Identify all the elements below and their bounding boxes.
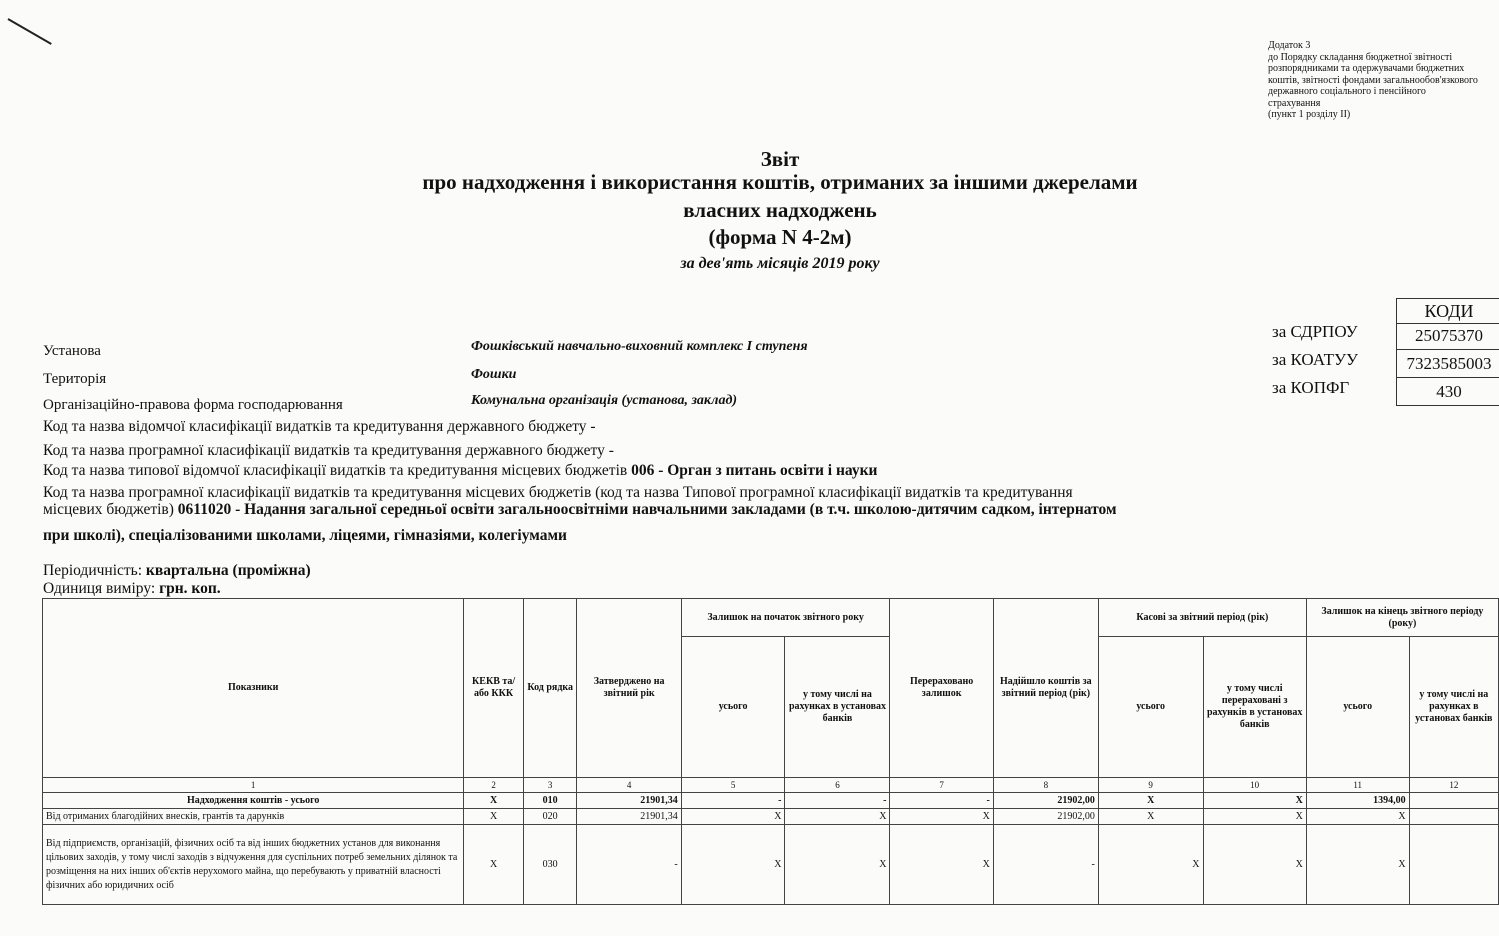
row-kekv: X [464, 793, 524, 809]
prog-class-state: Код та назва програмної класифікації видатків та кредитування державного бюджету - [43, 442, 614, 459]
report-period: за дев'ять місяців 2019 року [680, 255, 880, 272]
appendix-line: розпорядниками та одержувачами бюджетних [1268, 63, 1465, 74]
prog-class-local-line2 [43, 501, 1117, 519]
dept-class-local-label: Код та назва типової відомчої класифікації видатків та кредитування місцевих бюджетів [43, 462, 632, 479]
appendix-line: страхування [1268, 97, 1321, 109]
col-number: 8 [993, 778, 1098, 793]
form-number: (форма N 4-2м) [708, 225, 852, 249]
col-number: 1 [43, 778, 464, 793]
col-number: 11 [1306, 778, 1409, 793]
row-c10: X [1203, 793, 1306, 809]
dept-class-local-value: 006 - Орган з питань освіти і науки [631, 462, 878, 479]
header-incl-bank-end: у тому числі на рахунках в установах банків [1409, 637, 1498, 778]
report-subtitle-2: власних надходжень [683, 198, 877, 222]
col-number: 7 [890, 778, 993, 793]
row-c11: X [1306, 825, 1409, 905]
code-value: 7323585003 [1396, 350, 1499, 378]
col-number: 5 [681, 778, 785, 793]
row-c5: X [681, 809, 785, 825]
header-kekv: КЕКВ та/або ККК [464, 599, 524, 778]
institution-label: Установа [43, 343, 101, 359]
periodicity-value: квартальна (проміжна) [145, 562, 311, 579]
appendix-note [1268, 40, 1499, 121]
row-c12 [1409, 793, 1498, 809]
code-value: 430 [1396, 378, 1499, 406]
row-code: 030 [523, 825, 577, 905]
column-numbers-row [43, 778, 1499, 793]
appendix-line: Додаток 3 [1268, 40, 1311, 51]
row-c10: X [1203, 809, 1306, 825]
col-number: 6 [785, 778, 890, 793]
row-code: 020 [523, 809, 577, 825]
report-subtitle: про надходження і використання коштів, отриманих за іншими джерелами [422, 170, 1138, 194]
header-incl-bank: у тому числі на рахунках в установах банків [785, 637, 890, 778]
row-kekv: X [464, 825, 524, 905]
appendix-line: (пункт 1 розділу II) [1268, 109, 1351, 120]
row-code: 010 [523, 793, 577, 809]
col-number: 9 [1098, 778, 1203, 793]
col-number: 3 [523, 778, 577, 793]
row-c11: X [1306, 809, 1409, 825]
unit-value: грн. коп. [159, 580, 221, 597]
header-row-code: Код рядка [523, 599, 577, 778]
periodicity-label: Періодичність: [43, 562, 146, 579]
row-c11: 1394,00 [1306, 793, 1409, 809]
dept-class-state: Код та назва відомчої класифікації видатків та кредитування державного бюджету - [43, 418, 596, 435]
unit [43, 580, 221, 598]
row-c9: X [1098, 809, 1203, 825]
col-number: 4 [577, 778, 681, 793]
prog-class-local-value-cont: при школі), спеціалізованими школами, ліцеями, гімназіями, колегіумами [43, 527, 567, 544]
appendix-line: коштів, звітності фондами загальнообов'язкового [1268, 74, 1478, 86]
row-c6: - [785, 793, 890, 809]
header-balance-start: Залишок на початок звітного року [681, 599, 890, 637]
territory-value: Фошки [471, 367, 517, 382]
row-c10: X [1203, 825, 1306, 905]
header-end-total: усього [1306, 637, 1409, 778]
col-number: 12 [1409, 778, 1498, 793]
row-c7: X [890, 825, 993, 905]
row-c9: X [1098, 793, 1203, 809]
row-c12 [1409, 809, 1498, 825]
header-cash: Касові за звітний період (рік) [1098, 599, 1306, 637]
legal-form-label: Організаційно-правова форма господарювання [43, 397, 343, 413]
header-indicators: Показники [43, 599, 464, 778]
row-c5: - [681, 793, 785, 809]
table-row [43, 825, 1499, 905]
row-kekv: X [464, 809, 524, 825]
row-name: Надходження коштів - усього [43, 793, 464, 809]
table-row [43, 809, 1499, 825]
prog-class-local-value: 0611020 - Надання загальної середньої освіти загальноосвітніми навчальними закладами (в т.ч. школою-дитячим садком, інтернатом [177, 501, 1117, 518]
row-c12 [1409, 825, 1498, 905]
appendix-line: державного соціального і пенсійного [1268, 86, 1426, 97]
row-c7: - [890, 793, 993, 809]
code-label: за КОПФГ [1272, 378, 1350, 397]
prog-class-local-line1: Код та назва програмної класифікації видатків та кредитування місцевих бюджетів (код та назва Типової програмної класифікації видатків та кредитування [43, 484, 1073, 501]
row-c6: X [785, 809, 890, 825]
row-c8: 21902,00 [993, 809, 1098, 825]
code-label: за КОАТУУ [1272, 350, 1359, 369]
row-approved: 21901,34 [577, 809, 681, 825]
code-label: за СДРПОУ [1272, 322, 1358, 341]
row-approved: - [577, 825, 681, 905]
header-incl-transferred: у тому числі перераховані з рахунків в установах банків [1203, 637, 1306, 778]
col-number: 10 [1203, 778, 1306, 793]
row-name: Від отриманих благодійних внесків, грантів та дарунків [43, 809, 464, 825]
header-received: Надійшло коштів за звітний період (рік) [993, 599, 1098, 778]
territory-label: Територія [43, 371, 107, 387]
header-balance-end: Залишок на кінець звітного періоду (року) [1306, 599, 1498, 637]
row-c7: X [890, 809, 993, 825]
corner-pen-mark [8, 18, 52, 45]
row-name: Від підприємств, організацій, фізичних осіб та від інших бюджетних установ для виконання цільових заходів, у тому числі заходів з відчуження для суспільних потреб земельних ділянок та розміщення на них інших об'єктів нерухомого майна, що перебувають у приватній власності фізичних або юридичних осіб [43, 825, 464, 905]
appendix-line: до Порядку складання бюджетної звітності [1268, 51, 1453, 63]
row-approved: 21901,34 [577, 793, 681, 809]
header-cash-total: усього [1098, 637, 1203, 778]
prog-class-local-line3 [43, 527, 567, 545]
row-c9: X [1098, 825, 1203, 905]
row-c6: X [785, 825, 890, 905]
header-approved: Затверджено на звітний рік [577, 599, 681, 778]
row-c8: 21902,00 [993, 793, 1098, 809]
dept-class-local [43, 462, 877, 480]
institution-value: Фошківський навчально-виховний комплекс І ступеня [471, 339, 808, 354]
table-row [43, 793, 1499, 809]
codes-header: КОДИ [1396, 298, 1499, 324]
col-number: 2 [464, 778, 524, 793]
header-transferred: Перераховано залишок [890, 599, 993, 778]
header-total: усього [681, 637, 785, 778]
report-title: Звіт [760, 147, 800, 171]
row-c5: X [681, 825, 785, 905]
legal-form-value: Комунальна організація (установа, заклад) [471, 393, 738, 408]
unit-label: Одиниця виміру: [43, 580, 160, 597]
prog-class-local-label: місцевих бюджетів) [43, 501, 178, 518]
periodicity [43, 562, 311, 580]
row-c8: - [993, 825, 1098, 905]
code-value: 25075370 [1396, 322, 1499, 350]
report-table [42, 598, 1499, 905]
